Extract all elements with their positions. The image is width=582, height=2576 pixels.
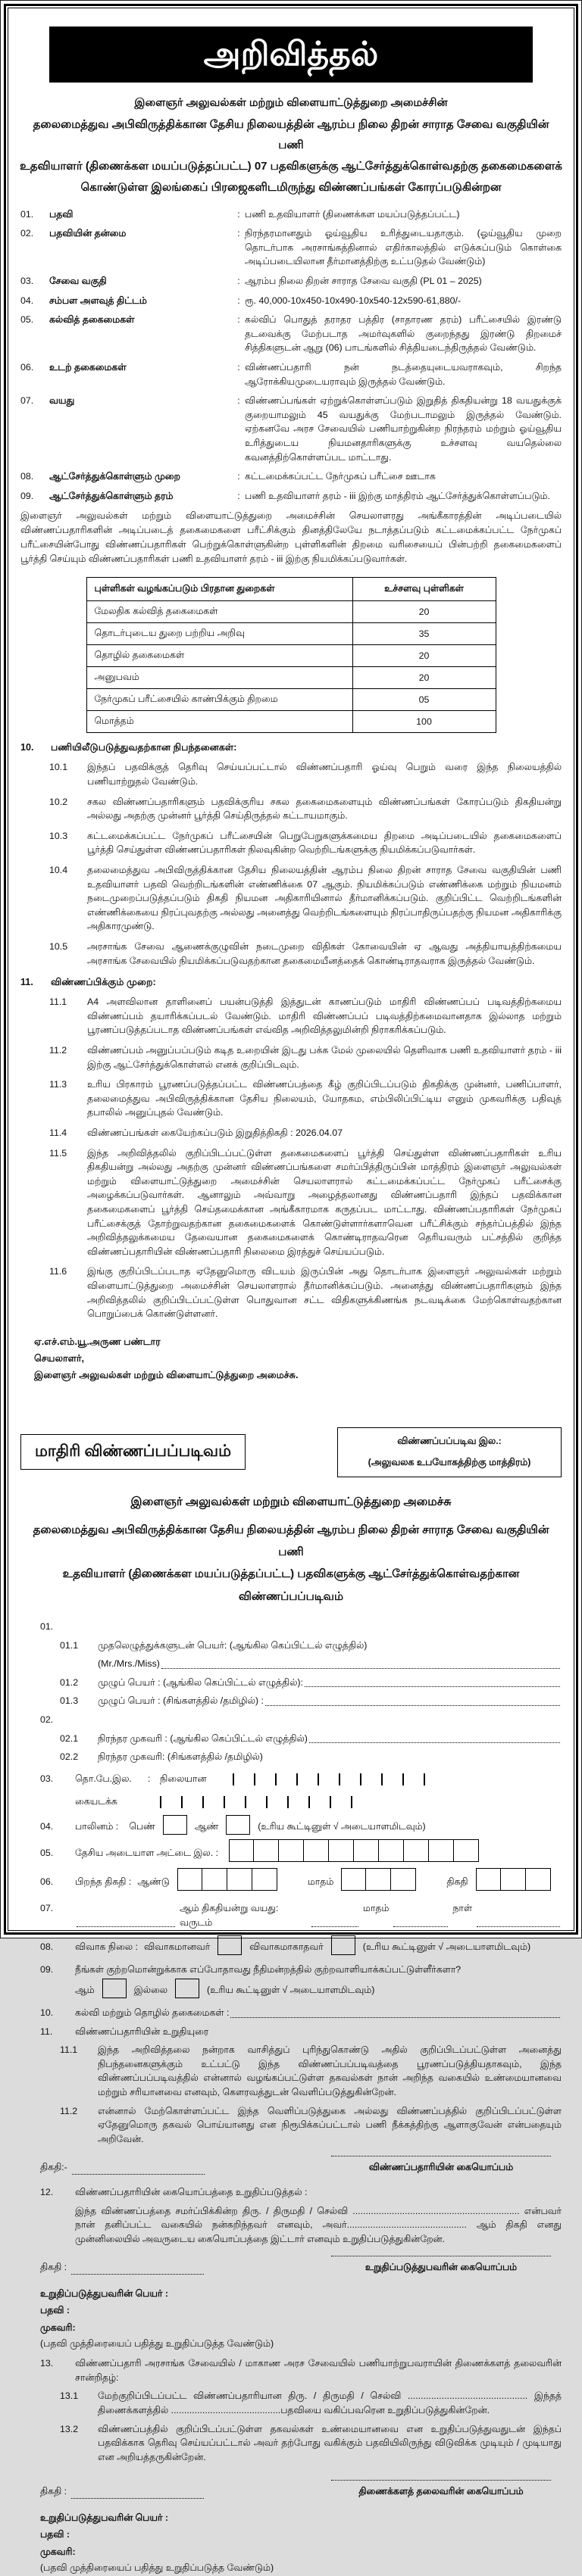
intro-line: இளைஞர் அலுவல்கள் மற்றும் விளையாட்டுத்துறை அமைச்சின் bbox=[134, 97, 448, 109]
intro-line: கொண்டுள்ள இலங்கைப் பிரஜைகளிடமிருந்து விண்ணப்பங்கள் கோரப்படுகின்றன bbox=[80, 180, 502, 194]
table-row: தொடர்புடைய துறை பற்றிய அறிவு 35 bbox=[86, 623, 496, 645]
signature-line bbox=[331, 2155, 551, 2157]
notice-item: 09. ஆட்சேர்த்துக்கொள்ளும் தரம் : பணி உதவியாளர் தரம் - iii இற்கு மாத்திரம் ஆட்சேர்த்துக்கொள்ளப்படும். bbox=[20, 490, 550, 501]
section-11-item: 11.2 விண்ணப்பம் அனுப்பப்படும் கடித உறையின் இடது பக்க மேல் முலையில் தெளிவாக பணி உதவியாளர் தரம் - iii இற்கு ஆட்சேர்த்துக்கொள்ளல் எனக் குறிப்பிடவும். bbox=[49, 1044, 562, 1070]
date-signature-row-applicant bbox=[40, 2155, 559, 2175]
outer-frame bbox=[4, 4, 578, 2573]
intro-line: உதவியாளர் (திணைக்கள மயப்படுத்தப்பட்ட) 07 பதவிகளுக்கு ஆட்சேர்த்துக்கொள்வதற்கு தகைமைகளைக் bbox=[20, 160, 562, 173]
certifier-name-label: உறுதிப்படுத்துபவரின் பெயர் : bbox=[40, 2512, 169, 2523]
dob-month-cells bbox=[341, 1868, 416, 1891]
dotted-line bbox=[309, 1742, 560, 1743]
notice-item: 06. உடற் தகைமைகள் : விண்ணப்பதாரி நன் நடத்தையுடையவராகவும், சிறந்த ஆரோக்கியமுடையராவும் இருத்தல் வேண்டும். bbox=[20, 362, 562, 387]
attestor-address-label: முகவரி: bbox=[40, 2322, 76, 2333]
form-item-12-body: இந்த விண்ணப்பத்தை சமர்ப்பிக்கின்ற திரு. / திருமதி / செல்வி ................................................................ என்பவர் நான் தனிப்பட்ட வகையில் நன்கறிந்தவர் எனவும், அவர்.............................................. ஆம் திகதி எனது முன்னிலையில் அவருடைய கையொப்பத்தை இட்டார் எனவும் உறுதிப்படுத்துகின்றேன். bbox=[75, 2205, 562, 2244]
date-label: திகதி : bbox=[40, 2262, 67, 2273]
department-head-details-block bbox=[40, 2509, 562, 2576]
intro-line: தலைமைத்துவ அபிவிருத்திக்கான தேசிய நிலையத்தின் ஆரம்ப நிலை திறன் சாராத சேவை வகுதியின் பணி bbox=[33, 117, 549, 152]
points-table bbox=[86, 577, 496, 733]
office-use-box bbox=[337, 1427, 562, 1477]
form-item-02: 02. bbox=[40, 1714, 54, 1726]
table-row: அனுபவம் 20 bbox=[86, 667, 496, 689]
form-item-02-2: 02.2 நிரந்தர முகவரி: (சிங்களத்தில் /தமிழில்) bbox=[60, 1751, 263, 1763]
male-checkbox bbox=[226, 1815, 250, 1835]
dotted-line bbox=[477, 1926, 560, 1927]
form-item-01-1: 01.1 முதலெழுத்துக்களுடன் பெயர்: (ஆங்கில கெப்பிட்டல் எழுத்தில்) bbox=[60, 1639, 368, 1651]
date-label: திகதி : bbox=[40, 2486, 67, 2497]
form-item-05: 05. தேசிய அடையாள அட்டை இல. : bbox=[40, 1844, 562, 1862]
form-item-02-1: 02.1 நிரந்தர முகவரி : (ஆங்கில கெப்பிட்டல் எழுத்தில்) bbox=[60, 1732, 562, 1746]
section-11-heading: 11. விண்ணப்பிக்கும் முறை: bbox=[20, 977, 156, 988]
attestor-name-label: உறுதிப்படுத்துபவரின் பெயர் : bbox=[40, 2288, 169, 2300]
section-11-item: 11.4 விண்ணப்பங்கள் கையேற்கப்படும் இறுதித்திகதி : 2026.04.07 bbox=[49, 1127, 343, 1138]
form-title-line: உதவியாளர் (திணைக்கள மயப்படுத்தப்பட்ட) பதவிகளுக்கு ஆட்சேர்த்துக்கொள்வதற்கான bbox=[62, 1567, 520, 1581]
application-number-label: விண்ணப்பப்படிவ இல.: bbox=[397, 1435, 502, 1446]
signatory-block bbox=[34, 1333, 563, 1383]
form-title-ministry: இளைஞர் அலுவல்கள் மற்றும் விளையாட்டுத்துறை அமைச்சு bbox=[130, 1495, 452, 1508]
form-item-08: 08. விவாக நிலை : விவாகமானவர் விவாகமாகாதவர் (உரிய கூட்டினுள் √ அடையாளமிடவும்) bbox=[40, 1938, 562, 1955]
dotted-line bbox=[265, 1705, 560, 1706]
date-label: திகதி:- bbox=[40, 2162, 67, 2173]
form-item-03-mobile: கையடக்க bbox=[40, 1795, 562, 1809]
notice-items bbox=[19, 207, 563, 504]
form-item-11-2: 11.2 என்னால் மேற்கொள்ளப்பட்ட இந்த வெளிப்படுத்துகை அல்லது விண்ணப்பத்தில் குறிப்பிடப்பட்டுள்ள ஏதேனுமொரு தகவல் பொய்யானது என நிரூபிக்கப்பட்டால் பணி நீக்கத்திற்கு ஆளாகுவேன் என்பதையும் அறிவேன். bbox=[60, 2105, 562, 2144]
attestor-signature-label: உறுதிப்படுத்துபவரின் கையொப்பம் bbox=[365, 2262, 518, 2273]
form-item-10: 10. கல்வி மற்றும் தொழில் தகைமைகள் : bbox=[40, 2006, 562, 2020]
table-header-row bbox=[86, 578, 496, 601]
section-10-item: 10.1 இந்தப் பதவிக்குத் தெரிவு செய்யப்பட்டால் விண்ணப்பதாரி ஓய்வு பெறும் வரை இந்த நிலையத்தில் பணியாற்றுதல் வேண்டும். bbox=[49, 762, 562, 787]
notice-item: 07. வயது : விண்ணப்பங்கள் ஏற்றுக்கொள்ளப்படும் இறுதித் திகதியன்று 18 வயதுக்குக் குறையாமலும் 45 வயதுக்கு மேற்படாமலும் இருத்தல் வேண்டும். ஏற்கனவே அரச சேவையில் பணியாற்றுகின்ற நிரந்தரம் மற்றும் ஓய்வூதிய உரித்துடைய நியமனதாரிகளுக்கு உச்சளவு வயதெல்லை கவனத்திற்கொள்ளப்பட மாட்டாது. bbox=[20, 395, 562, 463]
dotted-line bbox=[71, 2497, 204, 2499]
nic-number-cells bbox=[229, 1839, 479, 1862]
notice-item: 05. கல்வித் தகைமைகள் : கல்விப் பொதுத் தராதர பத்திர (சாதாரண தரம்) பரீட்சையில் இரண்டு தடவைக்கு மேற்படாத அமர்வுகளில் குறைந்தது இரண்டு திறமைச் சித்திகளுடன் ஆறு (06) பாடங்களில் சித்தியடைந்திருத்தல் வேண்டும். bbox=[20, 314, 562, 354]
form-item-07: 07. ஆம் திகதியன்று வயது: வருடம் மாதம் நாள் bbox=[40, 1901, 562, 1929]
model-application-label: மாதிரி விண்ணப்பப்படிவம் bbox=[20, 1434, 246, 1470]
date-signature-row-department-head bbox=[40, 2479, 559, 2499]
form-item-01-1-line: (Mr./Mrs./Miss) bbox=[60, 1657, 562, 1671]
table-row: தொழில் தகைமைகள் 20 bbox=[86, 645, 496, 667]
form-item-01-3: 01.3 முழுப் பெயர் : (சிங்களத்தில் /தமிழில்) : bbox=[60, 1694, 562, 1708]
applicant-signature-label: விண்ணப்பதாரியின் கையொப்பம் bbox=[368, 2162, 514, 2173]
form-item-06: 06. பிறந்த திகதி : ஆண்டு மாதம் திகதி bbox=[40, 1873, 562, 1891]
form-title-line: விண்ணப்பப்படிவம் bbox=[238, 1589, 344, 1603]
selection-paragraph: இளைஞர் அலுவல்கள் மற்றும் விளையாட்டுத்துறை அமைச்சின் செயலாளரது அங்கீகாரத்தின் அடிப்படையில் விண்ணப்பதாரிகளின் அடிப்படைத் தகைமைகளை பரீட்சிக்கும் தினத்திலேயே நடாத்தப்படும் கட்டமைக்கப்பட்ட நேர்முகப் பரீட்சையின்போது விண்ணப்பதாரிகள் பெற்றுக்கொள்ளுகின்ற புள்ளிகளின் திறமை வரிசையைப் பின்பற்றி தகைமைகளைப் பூர்த்தி செய்யும் விண்ணப்பதாரிகள் பணி உதவியாளர் தரம் - iii இற்கு நியமிக்கப்படுவார்கள். bbox=[20, 510, 562, 565]
section-11-item: 11.1 A4 அளவிலான தாளினைப் பயன்படுத்தி இத்துடன் காணப்படும் மாதிரி விண்ணப்பப் படிவத்திற்கமைய விண்ணப்பம் தயாரிக்கப்படல் வேண்டும். மாதிரி விண்ணப்பப் படிவத்திற்கமைவானதாக இல்லாத மற்றும் பூரணப்படுத்தப்படாத விண்ணப்பங்கள் எவ்வித அறிவித்தலுமின்றி நிராகரிக்கப்படும். bbox=[49, 996, 562, 1036]
signatory-name: ஏ.எச்.எம்.யூ.அருண பண்டார bbox=[34, 1336, 161, 1347]
department-head-signature-label: திணைக்களத் தலைவரின் கையொப்பம் bbox=[358, 2486, 524, 2497]
attestor-details-block bbox=[40, 2285, 562, 2352]
form-item-04: 04. பாலினம் : பெண் ஆண் (உரிய கூட்டினுள் √ அடையாளமிடவும்) bbox=[40, 1818, 562, 1835]
section-10-heading: 10. பணியிலீடுபடுத்துவதற்கான நிபந்தனைகள்: bbox=[20, 742, 237, 753]
office-use-only-label: (அலுவலக உபயோகத்திற்கு மாத்திரம்) bbox=[368, 1456, 531, 1467]
certifier-address-label: முகவரி: bbox=[40, 2546, 76, 2557]
dotted-line bbox=[305, 1686, 560, 1687]
notice-item: 01. பதவி : பணி உதவியாளர் (திணைக்கள மயப்படுத்தப்பட்ட) bbox=[20, 208, 460, 220]
form-item-01: 01. bbox=[40, 1620, 54, 1632]
signature-line bbox=[331, 2479, 551, 2481]
form-item-12: 12. விண்ணப்பதாரியின் கையொப்பத்தை உறுதிப்படுத்தல் : bbox=[40, 2187, 308, 2197]
form-item-13-2: 13.2 விண்ணப்பத்தில் குறிப்பிடப்பட்டுள்ள தகவல்கள் உண்மையானவை என உறுதிப்படுத்துவதுடன் இந்தப் பதவிக்காக தெரிவு செய்யப்பட்டால் அவர் தற்போது வகிக்கும் பதவியிலிருந்து விடுவிக்க முடியும் / முடியாது என அறியத்தருகின்றேன். bbox=[60, 2423, 562, 2462]
seal-note: (பதவி முத்திரையைப் பதித்து உறுதிப்படுத்த வேண்டும்) bbox=[40, 2338, 274, 2350]
seal-note: (பதவி முத்திரையைப் பதித்து உறுதிப்படுத்த வேண்டும்) bbox=[40, 2562, 274, 2573]
notice-item: 02. பதவியின் தன்மை : நிரந்தரமானதும் ஓய்வூதிய உரித்துடையதாகும். (ஓய்வூதிய முறை தொடர்பாக அரசாங்கத்தினால் எதிர்காலத்தில் எடுக்கப்படும் கொள்கை அடிப்படையிலான தீர்மானத்திற்கு உட்படுதல் வேண்டும்) bbox=[20, 228, 562, 267]
table-row: நேர்முகப் பரீட்சையில் காண்பிக்கும் திறமை 05 bbox=[86, 689, 496, 711]
form-item-03: 03. தொ.பே.இல. : நிலையான bbox=[40, 1772, 562, 1786]
inner-frame bbox=[8, 8, 574, 2573]
notice-item: 08. ஆட்சேர்த்துக்கொள்ளும் முறை : கட்டமைக்கப்பட்ட நேர்முகப் பரீட்சை ஊடாக bbox=[20, 471, 436, 482]
form-item-09-answers: ஆம் இல்லை (உரிய கூட்டினுள் √ அடையாளமிடவும்) bbox=[40, 1982, 562, 1998]
signatory-title: செயலாளர், bbox=[34, 1352, 85, 1364]
signature-line bbox=[331, 2255, 551, 2256]
dotted-line bbox=[72, 2173, 205, 2175]
phone-mobile-comb bbox=[160, 1795, 372, 1809]
section-10-item: 10.3 கட்டமைக்கப்பட்ட நேர்முகப் பரீட்சையின் பெறுபேறுகளுக்கமைய திறமை அடிப்படையில் தகைமைகளைப் பூர்த்தி செய்துள்ள விண்ணப்பதாரிகள் நிலவுகின்ற வெற்றிடங்களுக்கு நியமிக்கப்படுவார்கள். bbox=[49, 830, 562, 856]
dob-day-cells bbox=[476, 1868, 551, 1891]
dotted-line bbox=[230, 2017, 560, 2018]
section-11-item: 11.6 இங்கு குறிப்பிடப்படாத ஏதேனுமொரு விடயம் இருப்பின் அது தொடர்பாக இளைஞர் அலுவல்கள் மற்றும் விளையாட்டுத்துறை அமைச்சின் செயலாளரால் தீர்மானிக்கப்படும். அனைத்து விண்ணப்பதாரிகளும் இந்த அறிவித்தலில் குறிப்பிடப்பட்டுள்ள பொதுவான சட்ட விதிகளுக்கிணங்க நடவடிக்கை மேற்கொள்வதற்கான பொறுப்பைக் கொண்டுள்ளனர். bbox=[49, 1266, 562, 1320]
form-item-11: 11. விண்ணப்பதாரியின் உறுதியுரை bbox=[40, 2026, 209, 2037]
dotted-line bbox=[161, 1668, 560, 1669]
dob-year-cells bbox=[177, 1868, 277, 1891]
section-10-item: 10.2 சகல விண்ணப்பதாரிகளும் பதவிக்குரிய சகல தகைமைகளையும் விண்ணப்பங்கள் கோரப்படும் திகதியன்று அல்லது அதற்கு முன்னர் பூர்த்தி செய்திருத்தல் கட்டாயமாகும். bbox=[49, 796, 562, 822]
section-11-item: 11.5 இந்த அறிவித்தலில் குறிப்பிடப்பட்டுள்ள தகைமைகளைப் பூர்த்தி செய்துள்ள விண்ணப்பதாரிகள் உரிய திகதியன்று அல்லது அதற்கு முன்னர் விண்ணப்பங்களை சமர்ப்பித்திருப்பின் மாத்திரம் இளைஞர் அலுவல்கள் மற்றும் விளையாட்டுத்துறை அமைச்சின் செயலாளரால் கட்டமைக்கப்பட்ட நேர்முகப் பரீட்சைக்கு அழைக்கப்படுவார்கள். ஆனாலும் அவ்வாறு அழைத்தலானது விண்ணப்பதாரி இந்தப் பதவிக்கான தகைமைகளைப் பூர்த்தி செய்தமைக்கான அங்கீகாரமாக கருதப்பட மாட்டாது. விண்ணப்பதாரிகள் நேர்முகப் பரீட்சைக்குத் தோற்றுவதற்கான தகைமைகளைக் கொண்டுள்ளார்களாவென பரீட்சிக்கும் சந்தர்ப்பத்தில் இந்த அறிவித்தலுக்கமைய தேவையான தகைமைகளைக் கொண்டிராதவரென தெரியவரும் பட்சத்தில் குறித்த விண்ணப்பதாரியின் விண்ணப்பதாரி நிலைமை இரத்துச் செய்யப்படும். bbox=[49, 1147, 562, 1257]
form-header-boxes bbox=[20, 1427, 562, 1477]
table-header: புள்ளிகள் வழங்கப்படும் பிரதான துறைகள் bbox=[86, 578, 352, 601]
notice-item: 04. சம்பள அளவுத் திட்டம் : ரூ. 40,000-10x450-10x490-10x540-12x590-61,880/- bbox=[20, 295, 462, 306]
certifier-post-label: பதவி : bbox=[40, 2529, 70, 2540]
notice-item: 03. சேவை வகுதி : ஆரம்ப நிலை திறன் சாராத சேவை வகுதி (PL 01 – 2025) bbox=[20, 275, 482, 286]
dotted-line bbox=[393, 1926, 448, 1927]
married-checkbox bbox=[217, 1935, 242, 1955]
form-item-09: 09. நீங்கள் குற்றமொன்றுக்காக எப்போதாவது நீதிமன்றத்தில் குற்றவாளியாக்கப்பட்டுள்ளீர்களா? bbox=[40, 1964, 462, 1976]
dotted-line bbox=[311, 1926, 358, 1927]
phone-fixed-comb bbox=[233, 1772, 445, 1786]
form-title-line: தலைமைத்துவ அபிவிருத்திக்கான தேசிய நிலையத்தின் ஆரம்ப நிலை திறன் சாராத சேவை வகுதியின் பணி bbox=[33, 1523, 549, 1559]
unmarried-checkbox bbox=[331, 1935, 355, 1955]
table-row: மேலதிக கல்வித் தகைமைகள் 20 bbox=[86, 601, 496, 623]
section-10-item: 10.4 தலைமைத்துவ அபிவிருத்திக்கான தேசிய நிலையத்தின் ஆரம்ப நிலை திறன் சாராத சேவை வகுதியின் பணி உதவியாளர் பதவி வெற்றிடங்களின் எண்ணிக்கை 07 ஆகும். நியமிக்கப்படும் எண்ணிக்கை மற்றும் நியமனம் நடைமுறைப்படுத்தப்படும் திகதி நியமன அதிகாரியினால் தீர்மானிக்கப்படும். குறிப்பிட்ட வெற்றிடங்களின் எண்ணிக்கையை நிரப்புவதற்கு அல்லது அனைத்து வெற்றிடங்களையும் நிரப்பாதிருப்பதற்கு நியமன அதிகாரிக்கு அதிகாரமுண்டு. bbox=[49, 864, 562, 932]
form-item-01-2: 01.2 முழுப் பெயர் : (ஆங்கில கெப்பிட்டல் எழுத்தில்): bbox=[60, 1676, 562, 1690]
attestor-post-label: பதவி : bbox=[40, 2305, 70, 2316]
form-item-13-1: 13.1 மேற்குறிப்பிடப்பட்ட விண்ணப்பதாரியான திரு. / திருமதி / செல்வி .............................................. இந்தத் திணைக்களத்தில் ..........................................பதவியை வகிப்பவரென உறுதிப்படுத்துகின்றேன். bbox=[60, 2390, 562, 2415]
date-signature-row-attestor bbox=[40, 2255, 559, 2275]
dotted-line bbox=[77, 1926, 175, 1927]
form-item-11-1: 11.1 இந்த அறிவித்தலை நன்றாக வாசித்துப் புரிந்துகொண்டு அதில் குறிப்பிடப்பட்டுள்ள அனைத்து நிபந்தனைகளுக்கும் உட்பட்டு இந்த விண்ணப்பப்படிவத்தை பூரணப்படுத்தியதாகவும், இந்த விண்ணப்பப்படிவத்தில் என்னால் வழங்கப்பட்டுள்ள தகவல்கள் நான் அறிந்த வகையில் உண்மையானவை மற்றும் சரியானவை எனவும், கௌரவத்துடன் வெளிப்படுத்துகின்றேன். bbox=[60, 2044, 562, 2097]
section-11-item: 11.3 உரிய பிரகாரம் பூரணப்படுத்தப்பட்ட விண்ணப்பத்தை கீழ் குறிப்பிடப்படும் திகதிக்கு முன்னர், பணிப்பாளர், தலைமைத்துவ அபிவிருத்திக்கான தேசிய நிலையம், யோதகம, எம்பிலிப்பிட்டிய எனும் முகவரிக்கு பதிவுத் தபாலில் அனுப்புதல் வேண்டும். bbox=[49, 1079, 562, 1118]
dotted-line bbox=[71, 2273, 204, 2275]
application-form bbox=[19, 1620, 563, 2576]
table-header: உச்சளவு புள்ளிகள் bbox=[352, 578, 496, 601]
yes-checkbox bbox=[102, 1979, 127, 1998]
no-checkbox bbox=[175, 1979, 199, 1998]
section-10-item: 10.5 அரசாங்க சேவை ஆணைக்குழுவின் நடைமுறை விதிகள் கோவையின் ஏ ஆவது அத்தியாயத்திற்கமைய அரசாங்க சேவையில் நியமிக்கப்படுவதற்கான தகைமையீனத்தைக் கொண்டிராதவராக இருத்தல் வேண்டும். bbox=[49, 940, 562, 966]
signatory-org: இளைஞர் அலுவல்கள் மற்றும் விளையாட்டுத்துறை அமைச்சு. bbox=[34, 1369, 299, 1380]
female-checkbox bbox=[163, 1815, 187, 1835]
notice-banner-title: அறிவித்தல் bbox=[49, 27, 533, 83]
notice-intro bbox=[19, 93, 563, 198]
table-row: மொத்தம் 100 bbox=[86, 711, 496, 733]
form-item-13: 13. விண்ணப்பதாரி அரசாங்க சேவையில் / மாகாண அரச சேவையில் பணியாற்றுபவராயின் திணைக்களத் தலைவரின் சான்றிதழ்: bbox=[40, 2358, 562, 2383]
